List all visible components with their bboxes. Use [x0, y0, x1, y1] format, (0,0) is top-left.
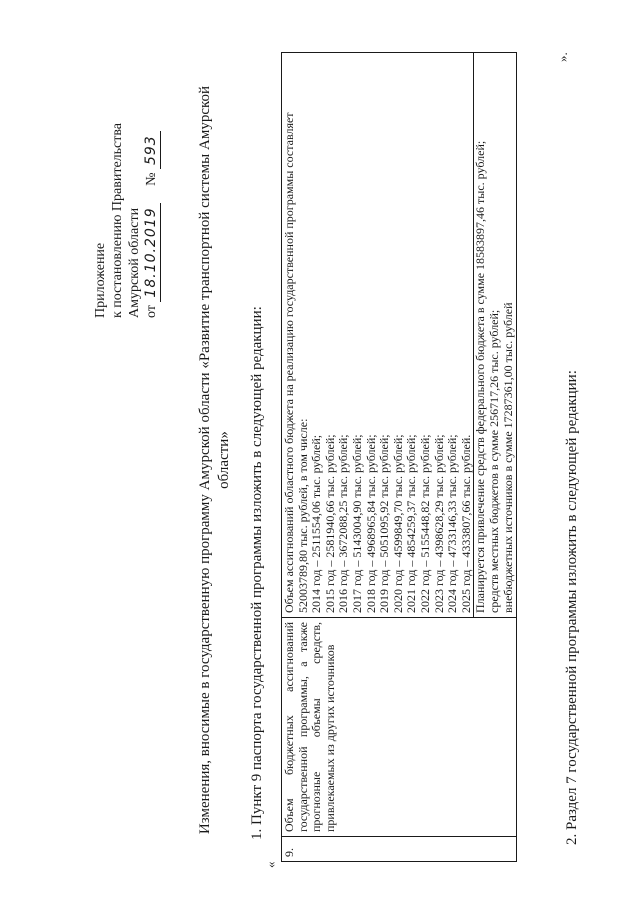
close-quote: ». [555, 52, 570, 62]
content-line: 2016 год – 3672088,25 тыс. рублей; [336, 434, 351, 613]
passport-table [281, 52, 517, 862]
open-quote: « [263, 861, 278, 868]
row-content [282, 53, 517, 618]
row-label: Объем бюджетных ассигнований государственной программы, а также прогнозные объемы средств, привлекаемых из других источников [282, 618, 517, 837]
content-line: 2018 год – 4968965,84 тыс. рублей; [363, 434, 378, 613]
content-line: 2022 год – 5155448,82 тыс. рублей; [417, 434, 432, 613]
content-line: Планируется привлечение средств федерального бюджета в сумме 18583897,46 тыс. рублей; [473, 140, 488, 613]
content-line: 2025 год – 4333807,66 тыс. рублей. [458, 434, 473, 613]
passport-table-wrap [281, 52, 517, 862]
content-line: 2021 год – 4854259,37 тыс. рублей; [404, 434, 419, 613]
content-line: средств местных бюджетов в сумме 256717,26 тыс. рублей; [486, 309, 501, 613]
content-line: внебюджетных источников в сумме 17287361,00 тыс. рублей [500, 302, 515, 613]
document-title: Изменения, вносимые в государственную программу Амурской области «Развитие транспортной системы Амурской области» [197, 85, 232, 835]
content-line: 52003789,80 тыс. рублей, в том числе: [295, 418, 310, 613]
content-line: 2014 год – 2511554,06 тыс. рублей; [309, 434, 324, 613]
date-value: 18.10.2019 [143, 203, 161, 301]
content-line: 2017 год – 5143004,90 тыс. рублей; [349, 434, 364, 613]
item-2-text: 2. Раздел 7 государственной программы изложить в следующей редакции: [564, 370, 580, 845]
content-line: 2023 год – 4398628,29 тыс. рублей; [431, 434, 446, 613]
appendix-line-2: Амурской области [127, 207, 142, 318]
content-line: Объем ассигнований областного бюджета на реализацию государственной программы составляет [282, 112, 296, 613]
content-line: 2019 год – 5051095,92 тыс. рублей; [377, 434, 392, 613]
appendix-block [92, 123, 161, 318]
number-value: 593 [143, 131, 161, 169]
item-1-text: 1. Пункт 9 паспорта государственной программы изложить в следующей редакции: [249, 306, 265, 840]
content-line: 2015 год – 2581940,66 тыс. рублей; [322, 434, 337, 613]
appendix-date-line [143, 123, 161, 318]
row-number: 9. [282, 837, 517, 862]
number-prefix: № [144, 172, 159, 186]
content-line: 2024 год – 4733146,33 тыс. рублей; [445, 434, 460, 613]
appendix-title: Приложение [93, 242, 108, 318]
content-line: 2020 год – 4599849,70 тыс. рублей; [390, 434, 405, 613]
table-row [282, 53, 517, 862]
date-prefix: от [144, 305, 159, 318]
appendix-line-1: к постановлению Правительства [110, 122, 125, 318]
